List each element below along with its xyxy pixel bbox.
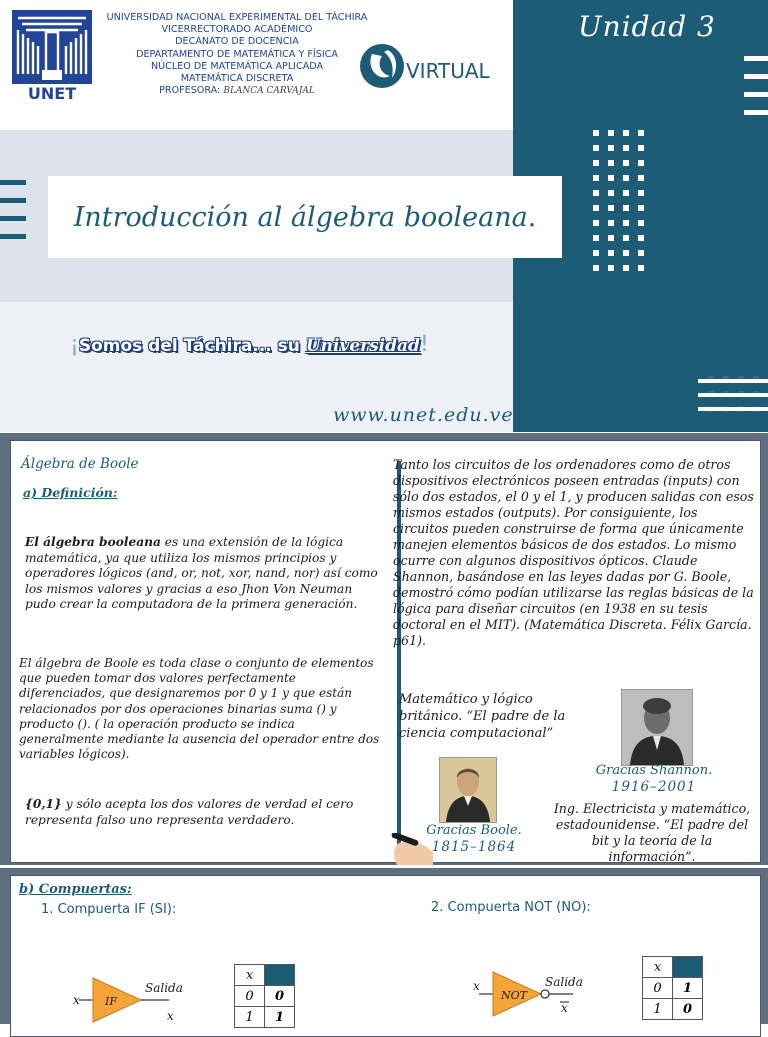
uni-line: UNIVERSIDAD NACIONAL EXPERIMENTAL DEL TÁCHIRA (106, 12, 368, 23)
if-truth-table (234, 964, 295, 1028)
definition-term: El álgebra booleana (25, 535, 161, 549)
table-row (643, 978, 703, 999)
not-gate-diagram (469, 966, 619, 1026)
uni-line: DEPARTAMENTO DE MATEMÁTICA Y FÍSICA (136, 48, 338, 60)
circuits-paragraph: Tanto los circuitos de los ordenadores como de otros dispositivos electrónicos poseen entradas (inputs) con sólo dos estados, el 0 y el 1, y producen salidas con esos mismos estados (outputs). Por consiguiente, los circuitos pueden construirse de forma que únicamente manejen elementos básicos de dos estados. Lo mismo ocurre con algunos dispositivos ópticos. Claude Shannon, basándose en las leyes dadas por G. Boole, demostró cómo podían utilizarse las reglas básicas de la lógica para diseñar circuitos (en 1938 en su tesis doctoral en el MIT). (Matemática Discreta. Félix García. p61). (393, 457, 754, 648)
table-cell: 1 (235, 1007, 265, 1028)
table-header-output (673, 957, 703, 978)
decor-stripe (0, 180, 26, 185)
boole-description: Matemático y lógico británico. “El padre de la ciencia computacional” (399, 692, 566, 741)
slogan-main: Somos del Táchira... su (78, 336, 300, 356)
if-gate-label: IF (105, 995, 117, 1008)
table-cell: 1 (673, 978, 703, 999)
cover-slide (0, 0, 768, 432)
not-truth-table (642, 956, 703, 1020)
uni-line: NÚCLEO DE MATEMÁTICA APLICADA (150, 60, 324, 72)
decor-dot-grid (593, 130, 644, 271)
table-cell: 0 (673, 999, 703, 1020)
decor-stripe (0, 198, 26, 203)
table-cell: 0 (265, 986, 295, 1007)
not-output-var: x (561, 1001, 568, 1015)
decor-stripe (698, 379, 768, 383)
unet-logo (12, 10, 92, 102)
shannon-years: 1916–2001 (611, 779, 697, 795)
table-row (643, 999, 703, 1020)
if-output-label: Salida (145, 981, 183, 995)
table-cell: 1 (643, 999, 673, 1020)
if-output-var: x (167, 1009, 174, 1023)
boole-name: Gracias Boole. (426, 823, 522, 838)
decor-stripe (698, 393, 768, 397)
gates-slide (0, 868, 768, 1024)
uni-line: VICERRECTORADO ACADÉMICO (161, 24, 313, 36)
decor-stripe (698, 407, 768, 411)
shannon-name: Gracias Shannon. (595, 763, 713, 778)
table-cell: 1 (265, 1007, 295, 1028)
virtual-logo (358, 40, 508, 92)
decor-stripe (0, 216, 26, 221)
professor-name: BLANCA CARVAJAL (223, 86, 315, 97)
not-gate-label: NOT (501, 989, 527, 1002)
decor-stripe (744, 56, 768, 61)
boole-slide-content (10, 440, 761, 863)
if-gate-diagram (69, 970, 219, 1030)
not-input-var: x (473, 979, 480, 993)
professor-line (92, 85, 382, 97)
slide-title: Introducción al álgebra booleana. (73, 201, 537, 233)
unit-label: Unidad 3 (578, 10, 716, 43)
boole-portrait (439, 757, 497, 823)
table-row (235, 986, 295, 1007)
boole-paragraph: El álgebra de Boole es toda clase o conjunto de elementos que pueden tomar dos valores perfectamente diferenciados, que designaremos por 0 y 1 y que están relacionados por dos operaciones binarias suma () y producto (). ( la operación producto se indica generalmente mediante la ausencia del operador entre dos variables lógicos). (19, 656, 380, 762)
university-header (92, 12, 382, 97)
decor-stripe (744, 74, 768, 79)
table-cell: 0 (643, 978, 673, 999)
gate-if-title: 1. Compuerta IF (SI): (41, 902, 177, 917)
boole-slide (0, 433, 768, 865)
definition-text: es una extensión de la lógica matemática, ya que utiliza los mismos principios y operadores lógicos (and, or, not, xor, nand, nor) así como los mismos valores y gracias a eso Jhon Von Neuman pudo crear la computadora de la primera generación. (25, 535, 378, 612)
set-text: y sólo acepta los dos valores de verdad el cero representa falso uno representa verdadero. (25, 797, 354, 827)
decor-stripe (744, 92, 768, 97)
table-header: x (643, 957, 673, 978)
boole-years: 1815–1864 (431, 839, 517, 855)
shannon-portrait (621, 689, 693, 766)
gates-slide-content (10, 875, 761, 1037)
not-output-label: Salida (545, 975, 583, 989)
gate-not-title: 2. Compuerta NOT (NO): (431, 900, 591, 915)
slogan-emphasis: Universidad (305, 336, 420, 356)
uni-line: DECANATO DE DOCENCIA (175, 36, 299, 48)
slogan: ¡Somos del Táchira... su Universidad! (70, 332, 429, 357)
set-term: {0,1} (25, 797, 62, 811)
website-url: www.unet.edu.ve (333, 404, 514, 426)
decor-stripe (744, 110, 768, 115)
table-cell: 0 (235, 986, 265, 1007)
values-paragraph (25, 797, 377, 828)
uni-line: MATEMÁTICA DISCRETA (180, 73, 294, 85)
unet-logo-text: UNET (27, 84, 77, 102)
marker-hand-icon (389, 833, 437, 865)
table-header: x (235, 965, 265, 986)
shannon-description: Ing. Electricista y matemático, estadounidense. “El padre del bit y la teoría de la información”. (553, 801, 751, 864)
definition-paragraph (25, 535, 385, 613)
virtual-logo-text: VIRTUAL (406, 59, 490, 83)
slide-heading: Álgebra de Boole (21, 456, 139, 472)
professor-label: PROFESORA: (159, 85, 221, 97)
title-box (48, 176, 562, 258)
table-row (235, 1007, 295, 1028)
gates-heading: b) Compuertas: (19, 882, 132, 897)
table-header-output (265, 965, 295, 986)
decor-stripe (0, 234, 26, 239)
if-input-var: x (73, 993, 80, 1007)
definition-label: a) Definición: (23, 485, 118, 500)
